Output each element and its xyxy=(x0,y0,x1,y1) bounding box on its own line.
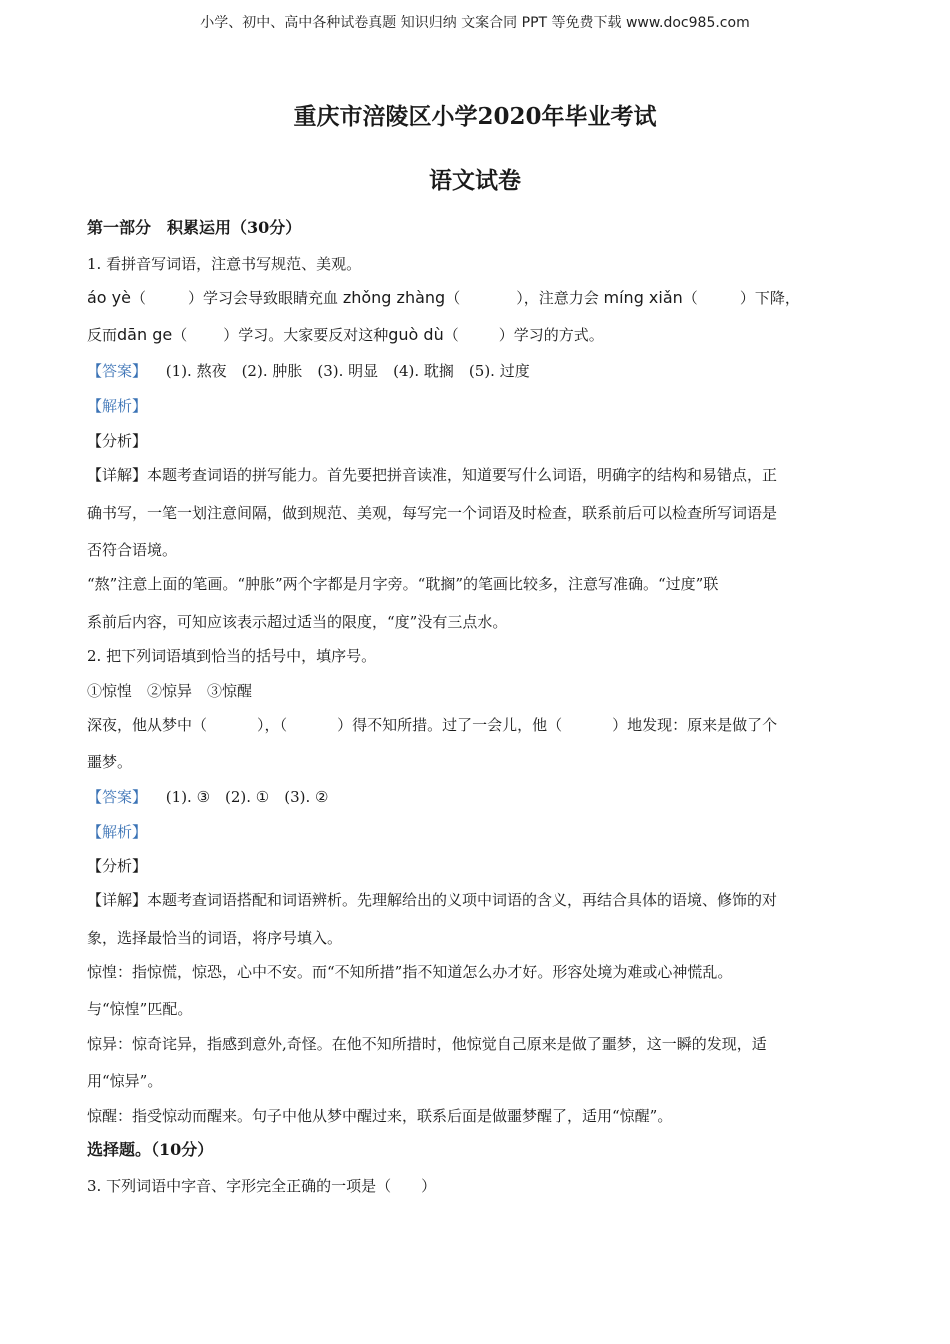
detail-text: 否符合语境。 xyxy=(87,541,178,559)
site-banner: 小学、初中、高中各种试卷真题 知识归纳 文案合同 PPT 等免费下载 www.doc985.com xyxy=(200,15,750,31)
q2-text: ， xyxy=(264,716,280,734)
q2-options: ①惊惶 ②惊异 ③惊醒 xyxy=(87,682,253,700)
detail-text: 【详解】本题考查词语搭配和词语辨析。先理解给出的义项中词语的含义，再结合具体的语境、修饰的对 xyxy=(87,891,778,909)
answer-tag: 【答案】 xyxy=(87,362,148,380)
fenxi-tag: 【分析】 xyxy=(87,432,148,450)
q1-pinyin-line-1: áo yè（ ）学习会导致眼睛充血 zhǒng zhàng（ ），注意力会 míng xiǎn（ ）下降， xyxy=(87,288,800,307)
q1-text: 学习的方式。 xyxy=(513,326,604,344)
pinyin: míng xiǎn xyxy=(603,288,683,307)
fenxi-tag: 【分析】 xyxy=(87,857,148,875)
explain-text: 用“惊异”。 xyxy=(87,1072,163,1090)
explain-text: 惊惶：指惊慌，惊恐，心中不安。而“不知所措”指不知道怎么办才好。形容处境为难或心神慌乱。 xyxy=(87,963,733,981)
analysis-tag: 【解析】 xyxy=(87,397,148,415)
note-text: “熬”注意上面的笔画。“肿胀”两个字都是月字旁。“耽搁”的笔画比较多，注意写准确。“过度”联 xyxy=(87,575,719,593)
q1-text: 学习会导致眼睛充血 xyxy=(203,289,339,307)
pinyin: guò dù xyxy=(388,325,444,344)
q1-prompt: 1. 看拼音写词语，注意书写规范、美观。 xyxy=(87,255,362,273)
pinyin: áo yè xyxy=(87,288,131,307)
analysis-tag: 【解析】 xyxy=(87,823,148,841)
note-text: 系前后内容，可知应该表示超过适当的限度，“度”没有三点水。 xyxy=(87,613,508,631)
q1-text: 下降， xyxy=(754,289,800,307)
q2-sentence-end: 噩梦。 xyxy=(87,753,133,771)
q2-prompt: 2. 把下列词语填到恰当的括号中，填序号。 xyxy=(87,647,377,665)
q3-prompt: 3. 下列词语中字音、字形完全正确的一项是（ ） xyxy=(87,1177,437,1195)
explain-text: 惊醒：指受惊动而醒来。句子中他从梦中醒过来，联系后面是做噩梦醒了，适用“惊醒”。 xyxy=(87,1107,673,1125)
pinyin: dān ge xyxy=(117,325,173,344)
exam-subtitle: 语文试卷 xyxy=(429,167,521,194)
q1-pinyin-line-2: 反而dān ge（ ）学习。大家要反对这种guò dù（ ）学习的方式。 xyxy=(87,325,604,344)
section-heading: 选择题。（10分） xyxy=(87,1140,214,1159)
q2-text: 地发现：原来是做了个 xyxy=(627,716,778,734)
q1-answer xyxy=(87,361,867,381)
detail-text: 【详解】本题考查词语的拼写能力。首先要把拼音读准，知道要写什么词语，明确字的结构和易错点，正 xyxy=(87,466,778,484)
pinyin: zhǒng zhàng xyxy=(342,288,446,307)
part-heading: 第一部分 积累运用（30分） xyxy=(87,218,302,237)
q2-answer xyxy=(87,787,867,807)
answer-tag: 【答案】 xyxy=(87,788,148,806)
answer-text: (1). 熬夜 (2). 肿胀 (3). 明显 (4). 耽搁 (5). 过度 xyxy=(165,362,530,380)
q2-text: 深夜，他从梦中 xyxy=(87,716,193,734)
q1-text: ，注意力会 xyxy=(523,289,599,307)
q2-text: 得不知所措。过了一会儿，他 xyxy=(352,716,548,734)
explain-text: 与“惊惶”匹配。 xyxy=(87,1000,193,1018)
answer-text: (1). ③ (2). ① (3). ② xyxy=(165,788,329,806)
detail-text: 象，选择最恰当的词语，将序号填入。 xyxy=(87,929,343,947)
explain-text: 惊异：惊奇诧异，指感到意外,奇怪。在他不知所措时，他惊觉自己原来是做了噩梦，这一瞬的发现，适 xyxy=(87,1035,767,1053)
q2-sentence: 深夜，他从梦中（ ），（ ）得不知所措。过了一会儿，他（ ）地发现：原来是做了个 xyxy=(87,716,778,734)
q1-text: 学习。大家要反对这种 xyxy=(238,326,389,344)
detail-text: 确书写，一笔一划注意间隔，做到规范、美观，每写完一个词语及时检查，联系前后可以检查所写词语是 xyxy=(87,504,778,522)
exam-title: 重庆市涪陵区小学2020年毕业考试 xyxy=(293,103,657,130)
q1-text: 反而 xyxy=(87,326,118,344)
